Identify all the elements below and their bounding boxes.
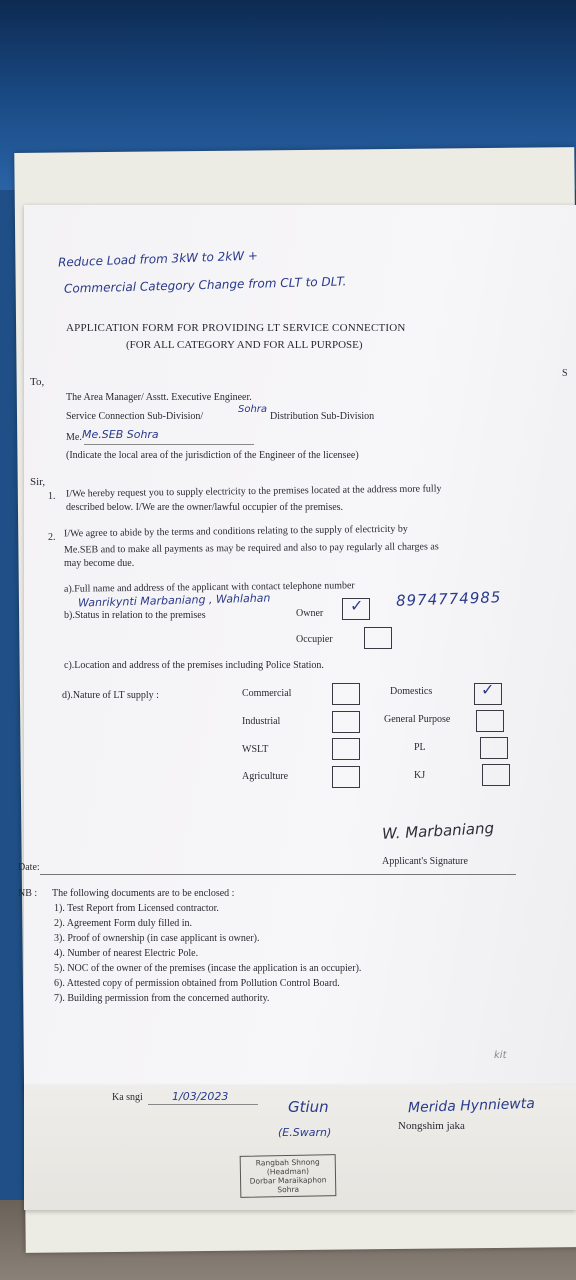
nb-item: 6). Attested copy of permission obtained from Pollution Control Board. <box>54 978 340 989</box>
date-label: Date: <box>18 862 40 873</box>
pl-checkbox[interactable] <box>480 737 508 759</box>
industrial-checkbox[interactable] <box>332 711 360 733</box>
addressee-line-1: The Area Manager/ Asstt. Executive Engineer. <box>66 392 252 403</box>
nb-label: NB : <box>18 888 38 899</box>
signature-label: Applicant's Signature <box>382 856 468 867</box>
addressee-line-2b: Distribution Sub-Division <box>270 411 375 422</box>
addressee-line-2a: Service Connection Sub-Division/ <box>66 411 204 422</box>
field-b-label: b).Status in relation to the premises <box>64 610 206 621</box>
nb-intro: The following documents are to be enclosed : <box>52 888 235 899</box>
field-d-label: d).Nature of LT supply : <box>62 690 159 701</box>
handwritten-phone: 8974774985 <box>395 588 502 610</box>
stamp-line: Rangbah Shnong <box>255 1157 320 1168</box>
handwritten-date: 1/03/2023 <box>172 1090 229 1103</box>
me-underline <box>84 444 254 445</box>
nb-item: 4). Number of nearest Electric Pole. <box>54 948 199 959</box>
indicate-note: (Indicate the local area of the jurisdiction of the Engineer of the licensee) <box>66 450 359 461</box>
para-2-line-3: may become due. <box>64 558 135 569</box>
field-a-label: a).Full name and address of the applicant with contact telephone number <box>63 580 355 595</box>
kj-checkbox[interactable] <box>482 764 510 786</box>
para-1-number: 1. <box>48 491 56 502</box>
handwritten-me-location: Me.SEB Sohra <box>82 428 159 441</box>
nb-item: 3). Proof of ownership (in case applicant is owner). <box>54 933 260 944</box>
supply-general-label: General Purpose <box>384 714 451 725</box>
occupier-label: Occupier <box>296 634 333 645</box>
handwritten-note-2: Commercial Category Change from CLT to DLT. <box>63 274 347 296</box>
supply-domestics-label: Domestics <box>390 686 433 697</box>
nb-item: 7). Building permission from the concerned authority. <box>54 993 270 1004</box>
addressee-line-3: Me. <box>66 432 82 443</box>
edge-letter: S <box>562 368 568 379</box>
official-signature: Gtiun <box>288 1098 329 1116</box>
handwritten-applicant-name: Wanrikynti Marbaniang , Wahlahan <box>77 591 271 610</box>
headman-signature: Merida Hynniewta <box>407 1095 536 1117</box>
ka-sngi-label: Ka sngi <box>112 1092 143 1103</box>
commercial-checkbox[interactable] <box>332 683 360 705</box>
handwritten-note-1: Reduce Load from 3kW to 2kW + <box>57 248 259 270</box>
to-label: To, <box>30 376 45 388</box>
nb-item: 5). NOC of the owner of the premises (incase the application is an occupier). <box>54 963 362 974</box>
stamp-line: (Headman) <box>266 1166 310 1177</box>
field-c-label: c).Location and address of the premises including Police Station. <box>64 660 324 671</box>
nb-item: 2). Agreement Form duly filled in. <box>54 918 193 929</box>
stamp-line: Dorbar Maraikaphon <box>249 1175 327 1186</box>
supply-pl-label: PL <box>414 742 426 753</box>
handwritten-division: Sohra <box>238 404 268 415</box>
agriculture-checkbox[interactable] <box>332 766 360 788</box>
nb-item: 1). Test Report from Licensed contractor. <box>54 903 219 914</box>
supply-agriculture-label: Agriculture <box>242 771 289 782</box>
domestics-tick-icon: ✓ <box>481 680 495 699</box>
date-underline <box>148 1104 258 1105</box>
wslt-checkbox[interactable] <box>332 738 360 760</box>
owner-tick-icon: ✓ <box>350 596 364 615</box>
form-title: APPLICATION FORM FOR PROVIDING LT SERVICE CONNECTION <box>66 322 406 334</box>
general-purpose-checkbox[interactable] <box>476 710 504 732</box>
date-rule <box>40 874 516 875</box>
supply-industrial-label: Industrial <box>242 716 281 727</box>
sir-label: Sir, <box>30 476 46 488</box>
applicant-signature: W. Marbaniang <box>381 819 495 843</box>
marginal-note: kit <box>494 1050 507 1061</box>
nongshim-label: Nongshim jaka <box>398 1120 465 1132</box>
owner-label: Owner <box>296 608 324 619</box>
headman-stamp <box>240 1154 337 1198</box>
para-2-line-1: I/We agree to abide by the terms and conditions relating to the supply of electricity by <box>63 523 408 540</box>
form-subtitle: (FOR ALL CATEGORY AND FOR ALL PURPOSE) <box>126 339 363 351</box>
supply-kj-label: KJ <box>414 770 426 781</box>
supply-commercial-label: Commercial <box>242 688 292 699</box>
stamp-line: Sohra <box>277 1184 300 1195</box>
para-1-line-1: I/We hereby request you to supply electricity to the premises located at the address more fully <box>65 483 442 500</box>
para-1-line-2: described below. I/We are the owner/lawful occupier of the premises. <box>66 502 344 513</box>
para-2-number: 2. <box>48 532 56 543</box>
occupier-checkbox[interactable] <box>364 627 392 649</box>
supply-wslt-label: WSLT <box>242 744 269 755</box>
official-name: (E.Swarn) <box>278 1126 332 1139</box>
para-2-line-2: Me.SEB and to make all payments as may be required and also to pay regularly all charges as <box>63 541 439 556</box>
